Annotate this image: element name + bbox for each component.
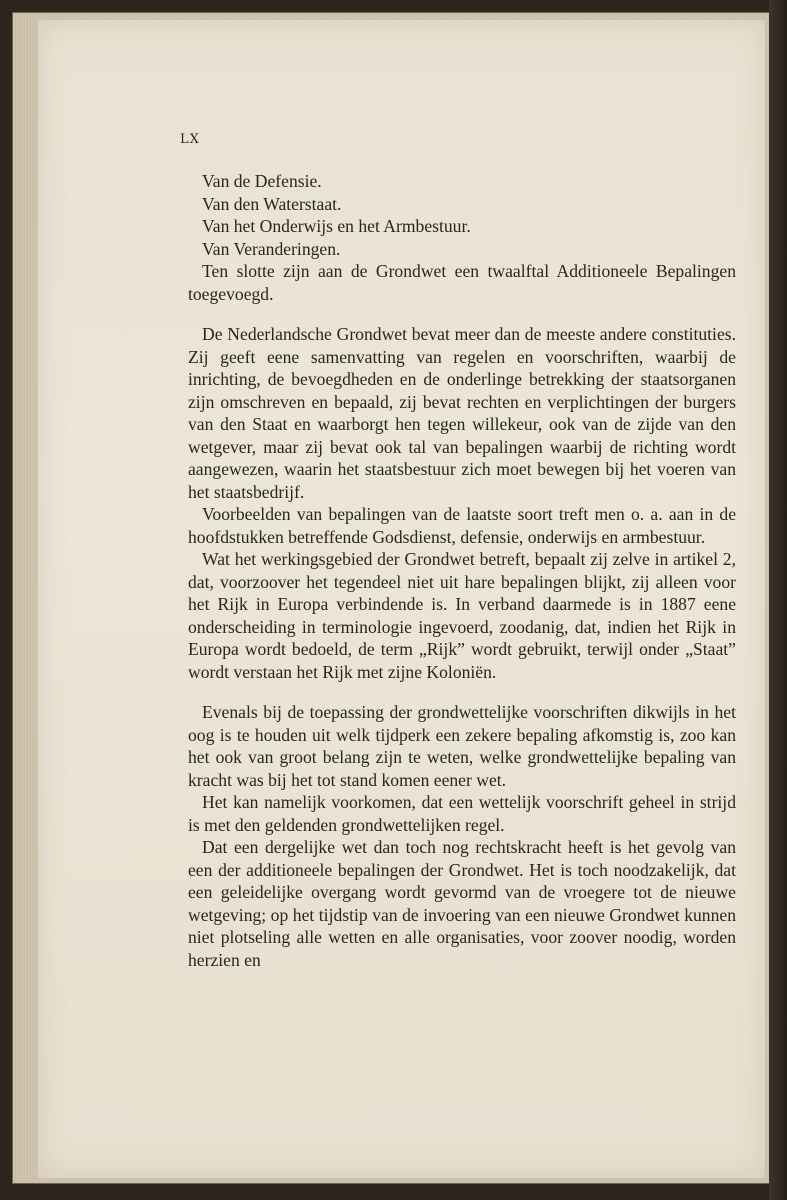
paragraph: Het kan namelijk voorkomen, dat een wettelijk voorschrift geheel in strijd is met den geldenden grondwettelijken regel. [188,792,736,835]
paragraph: Wat het werkingsgebied der Grondwet betreft, bepaalt zij zelve in artikel 2, dat, voorzoover het tegendeel niet uit hare bepalingen blijkt, zij alleen voor het Rijk in Europa verbindende is. In verband daarmede is in 1887 eene onderscheiding in terminologie ingevoerd, zoodanig, dat, indien het Rijk in Europa wordt bedoeld, de term „Rijk” wordt gebruikt, terwijl onder „Staat” wordt verstaan het Rijk met zijne Koloniën. [188,549,736,682]
page-number: LX [180,132,200,147]
paragraph: Dat een dergelijke wet dan toch nog rechtskracht heeft is het gevolg van een der additioneele bepalingen der Grondwet. Het is toch noodzakelijk, dat een geleidelijke overgang wordt gevormd van de vroegere tot de nieuwe wetgeving; op het tijdstip van de invoering van een nieuwe Grondwet kunnen niet plotseling alle wetten en alle organisaties, voor zoover noodig, worden herzien en [188,837,736,970]
book-spine-edge [769,0,787,1200]
paragraph: Evenals bij de toepassing der grondwettelijke voorschriften dikwijls in het oog is te houden uit welk tijdperk een zekere bepaling afkomstig is, zoo kan het ook van groot belang zijn te weten, welke grondwettelijke bepaling van kracht was bij het tot stand komen eener wet. [188,702,736,790]
paragraph: Van het Onderwijs en het Armbestuur. [202,216,471,236]
paragraph: Ten slotte zijn aan de Grondwet een twaalftal Additioneele Bepalingen toegevoegd. [188,261,736,304]
body-text [188,170,736,971]
paragraph: Van den Waterstaat. [202,193,342,214]
section-gap [188,305,736,323]
section-gap [188,683,736,701]
paragraph: Voorbeelden van bepalingen van de laatste soort treft men o. a. aan in de hoofdstukken betreffende Godsdienst, defensie, onderwijs en armbestuur. [188,504,736,547]
paragraph: Van de Defensie. [202,171,322,191]
paragraph: De Nederlandsche Grondwet bevat meer dan de meeste andere constituties. Zij geeft eene samenvatting van regelen en voorschriften, waarbij de inrichting, de bevoegdheden en de onderlinge betrekking der staatsorganen zijn omschreven en bepaald, zij bevat rechten en verplichtingen der burgers van den Staat en waarborgt hen tegen willekeur, ook van de zijde van den wetgever, maar zij bevat ook tal van bepalingen waarbij de richting wordt aangewezen, waarin het staatsbestuur zich moet bewegen bij het voeren van het staatsbedrijf. [188,324,736,502]
paragraph: Van Veranderingen. [202,238,341,259]
